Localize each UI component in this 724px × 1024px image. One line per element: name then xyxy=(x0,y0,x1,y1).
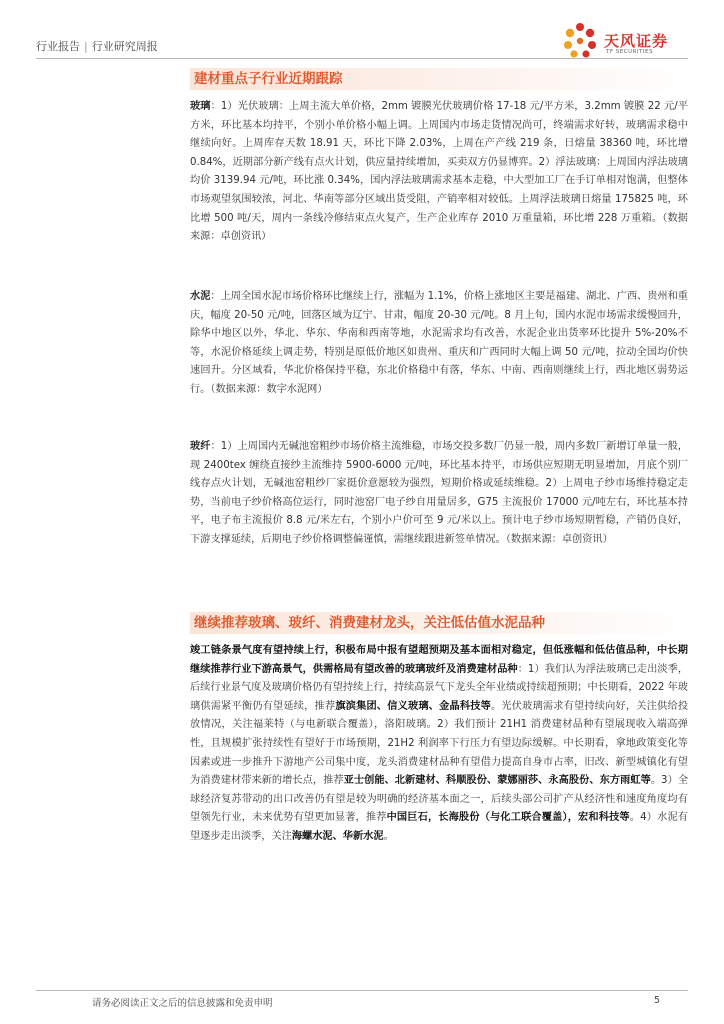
logo-name: 天风证券 xyxy=(604,32,669,50)
recommendation-text-3: 。3）全球经济复苏带动的出口改善仍有望是较为明确的经济基本面之一，后续头部公司扩产从经济性和速度角度均有望领先行业，未来优势有望更加显著，推荐 xyxy=(190,775,689,824)
logo-subtitle: TF SECURITIES xyxy=(606,49,653,55)
glass-text: ：1）光伏玻璃：上周主流大单价格，2mm 镀膜光伏玻璃价格 17-18 元/平方米，3.2mm 镀膜 22 元/平方米，环比基本均持平，个别小单价格小幅上调。上周国内市场走货情况尚可，终端需求好转，玻璃需求稳中继续向好。上周库存天数 18.91 天，环比下降 2.03%，上周在产产线 219 条，日熔量 38360 吨，环比增 0.84%，近期部分新产线有点火计划，供应量持续增加，买卖双方仍显博弈。2）浮法玻璃：上周国内浮法玻璃均价 3139.94 元/吨，环比涨 0.34%，国内浮法玻璃需求基本走稳，中大型加工厂在手订单相对饱满，但整体市场观望氛围较浓，河北、华南等部分区域出货受阻，产销率相对较低。上周浮法玻璃日熔量 175825 吨，环比增 500 吨/天，周内一条线冷修结束点火复产，生产企业库存 2010 万重量箱，环比增 228 万重箱。（数据来源：卓创资讯） xyxy=(190,101,689,243)
header-divider xyxy=(36,58,688,59)
glass-label: 玻璃 xyxy=(190,101,211,112)
fiberglass-paragraph xyxy=(190,438,688,550)
fiberglass-text: ：1）上周国内无碱池窑粗纱市场价格主流维稳，市场交投多数厂仍显一般，周内多数厂新增订单量一般，现 2400tex 缠绕直接纱主流维持 5900-6000 元/吨，环比基本持平，市场供应短期无明显增加，月底个别厂线存点火计划，无碱池窑粗纱厂家挺价意愿较为强烈，短期价格或延续维稳。2）上周电子纱市场维持稳定走势，当前电子纱价格高位运行，同时池窑厂电子纱自用量居多，G75 主流报价 17000 元/吨左右，环比基本持平，电子布主流报价 8.8 元/米左右，个别小户价可至 9 元/米以上。预计电子纱市场短期暂稳，产销仍良好，下游支撑延续，后期电子纱价格调整偏谨慎，需继续跟进新签单情况。（数据来源：卓创资讯） xyxy=(190,441,688,545)
glass-paragraph xyxy=(190,98,688,247)
recommendation-text-2: 。光伏玻璃需求有望持续向好，关注供给投放情况，关注福莱特（与电新联合覆盖），洛阳玻璃。2）我们预计 21H1 消费建材品种有望展现收入端高弹性，且规模扩张持续性有望好于市场预期，21H2 利润率下行压力有望边际缓解。中长期看，拿地政策变化等因素或进一步推升下游地产公司集中度，龙头消费建材品种有望借力提高自身市占率，旧改、新型城镇化有望为消费建材带来新的增长点，推荐 xyxy=(190,700,689,787)
recommendation-text-5: 。 xyxy=(383,830,394,842)
page-number: 5 xyxy=(653,995,660,1006)
cement-text: ：上周全国水泥市场价格环比继续上行，涨幅为 1.1%，价格上涨地区主要是福建、湖北、广西、贵州和重庆，幅度 20-50 元/吨，回落区域为辽宁、甘肃，幅度 20-30 元/吨。8 月上旬，国内水泥市场需求缓慢回升，除华中地区以外，华北、华东、华南和西南等地，水泥需求均有改善，水泥企业出货率环比提升 5%-20%不等，水泥价格延续上调走势，特别是原低价地区如贵州、重庆和广西同时大幅上调 50 元/吨，拉动全国均价快速回升。分区域看，华北价格保持平稳，东北价格稳中有落，华东、中南、西南则继续上行，西北地区弱势运行。（数据来源：数字水泥网） xyxy=(190,291,688,395)
recommended-glass-stocks: 旗滨集团、信义玻璃、金晶科技等 xyxy=(335,700,491,712)
fiberglass-label: 玻纤 xyxy=(190,441,211,452)
cement-label: 水泥 xyxy=(190,291,211,302)
section-title-tracking xyxy=(190,68,688,90)
recommendation-paragraph xyxy=(190,642,688,847)
footer-divider xyxy=(36,990,688,991)
logo-flower-icon xyxy=(560,20,600,60)
footer-disclaimer: 请务必阅读正文之后的信息披露和免责申明 xyxy=(92,998,273,1009)
recommendation-text-4: 。4）水泥有望逐步走出淡季，关注 xyxy=(190,812,688,842)
section-title-text: 建材重点子行业近期跟踪 xyxy=(194,71,343,87)
section-title-recommendation xyxy=(190,612,688,634)
recommended-fiberglass-stocks: 中国巨石，长海股份（与化工联合覆盖），宏和科技等 xyxy=(386,812,630,824)
report-type: 行业报告 xyxy=(36,40,80,53)
report-subtype: 行业研究周报 xyxy=(91,40,158,53)
recommendation-text-1: ：1）我们认为浮法玻璃已走出淡季，后续行业景气度及玻璃价格仍有望持续上行，持续高景气下龙头全年业绩或持续超预期；中长期看，2022 年玻璃供需紧平衡仍有望延续，推荐 xyxy=(190,663,689,712)
recommendation-intro: 竣工链条景气度有望持续上行，积极布局中报有望超预期及基本面相对稳定，但低涨幅和低估值品种，中长期继续推荐行业下游高景气，供需格局有望改善的玻璃玻纤及消费建材品种 xyxy=(190,645,688,675)
cement-paragraph xyxy=(190,288,688,400)
recommended-building-material-stocks: 亚士创能、北新建材、科顺股份、蒙娜丽莎、永高股份、东方雨虹等 xyxy=(343,775,651,787)
recommended-cement-stocks: 海螺水泥、华新水泥 xyxy=(291,830,384,842)
report-header xyxy=(36,38,158,54)
company-logo xyxy=(560,18,690,62)
section-title-text: 继续推荐玻璃、玻纤、消费建材龙头，关注低估值水泥品种 xyxy=(194,615,545,631)
header-separator: | xyxy=(84,40,88,53)
